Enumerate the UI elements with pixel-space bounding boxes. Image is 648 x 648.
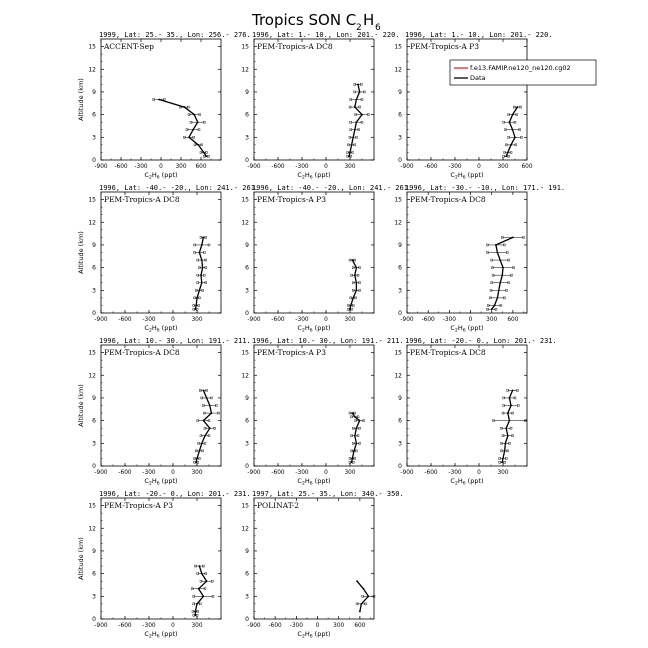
x-tick-label: -300 [448,164,462,170]
panel-header: 1999, Lat: 25.- 35., Lon: 256.- 276. [99,31,251,39]
data-profile-line [502,390,512,462]
y-tick-label: 3 [398,440,402,448]
data-point [491,308,493,310]
data-point [356,99,358,101]
data-point [510,405,512,407]
y-tick-label: 15 [88,43,96,51]
x-tick-label: 0 [171,317,175,323]
y-tick-label: 3 [92,440,96,448]
data-point [494,305,496,307]
plot-frame [254,345,374,466]
data-point [502,458,504,460]
data-point [499,259,501,261]
y-tick-label: 0 [245,310,249,317]
y-tick-label: 15 [88,502,96,510]
error-bars [486,236,524,310]
x-tick-label: 0 [171,623,175,629]
y-tick-label: 0 [245,463,249,470]
y-tick-label: 12 [241,66,249,74]
y-tick-label: 9 [92,394,96,402]
x-tick-label: -600 [268,623,282,629]
data-point [501,274,503,276]
x-tick-label: -600 [114,164,128,170]
campaign-label: PEM-Tropics-A P3 [104,501,173,510]
campaign-label: POLINAT-2 [257,501,300,510]
x-tick-label: -600 [118,317,132,323]
x-tick-label: -900 [247,164,261,170]
data-point [348,155,350,157]
data-point [199,252,201,254]
data-point [510,144,512,146]
x-tick-label: 300 [191,623,203,629]
data-point [195,611,197,613]
legend-model-label: f.e13.FAMIP.ne120_ne120.cg02 [470,64,571,72]
y-tick-label: 6 [92,570,96,578]
data-point [196,297,198,299]
x-tick-label: 0 [324,164,328,170]
panel-9 [394,337,556,487]
data-profile-line [159,100,206,157]
data-point [188,136,190,138]
x-tick-label: 600 [354,623,366,629]
legend [450,60,596,85]
campaign-label: PEM-Tropics-A P3 [257,348,326,357]
x-tick-label: 300 [191,317,203,323]
campaign-label: PEM-Tropics-A P3 [257,195,326,204]
panel-3 [394,31,596,181]
plot-frame [407,39,527,160]
panel-8 [241,337,403,487]
y-tick-label: 12 [88,372,96,380]
data-point [209,427,211,429]
y-tick-label: 12 [241,372,249,380]
campaign-label: ACCENT-Sep [104,42,154,51]
x-tick-label: -600 [421,317,435,323]
y-tick-label: 9 [92,241,96,249]
data-point [195,308,197,310]
data-point [205,155,207,157]
y-tick-label: 0 [245,616,249,623]
data-point [359,420,361,422]
data-point [504,450,506,452]
data-point [195,305,197,307]
x-tick-label: -300 [448,470,462,476]
data-point [183,106,185,108]
data-point [352,458,354,460]
y-axis-label: Altitude (km) [77,537,85,580]
y-tick-label: 15 [394,349,402,357]
data-profile-line [492,237,513,309]
x-tick-label: 600 [507,317,519,323]
data-point [512,129,514,131]
y-tick-label: 12 [394,66,402,74]
title-sub1: 2 [356,23,362,33]
y-tick-label: 12 [88,219,96,227]
data-point [201,244,203,246]
y-tick-label: 12 [241,525,249,533]
data-point [206,397,208,399]
data-point [351,461,353,463]
data-point [203,389,205,391]
data-point [496,252,498,254]
y-tick-label: 3 [92,287,96,295]
data-point [360,603,362,605]
y-tick-label: 0 [398,310,402,317]
data-point [354,435,356,437]
panel-header: 1996, Lat: -20.- 0., Lon: 201.- 231. [405,337,557,345]
data-point [209,405,211,407]
x-tick-label: -900 [247,470,261,476]
data-point [204,435,206,437]
data-point [517,106,519,108]
y-tick-label: 3 [245,287,249,295]
y-tick-label: 15 [88,196,96,204]
x-tick-label: -900 [400,317,414,323]
x-tick-label: -600 [424,164,438,170]
x-tick-label: 0 [171,470,175,476]
data-point [203,595,205,597]
data-point [354,274,356,276]
data-point [501,461,503,463]
y-tick-label: 6 [92,264,96,272]
legend-data-label: Data [470,74,486,82]
data-point [353,450,355,452]
y-tick-label: 9 [245,394,249,402]
x-tick-label: 600 [195,164,207,170]
y-tick-label: 12 [88,525,96,533]
data-point [356,427,358,429]
x-tick-label: 300 [191,470,203,476]
data-point [350,305,352,307]
panel-6 [394,184,565,334]
data-point [496,297,498,299]
y-axis-label: Altitude (km) [77,78,85,121]
data-point [197,144,199,146]
panel-header: 1996, Lat: 1.- 10., Lon: 201.- 220. [252,31,400,39]
panel-header: 1996, Lat: -30.- -10., Lon: 171.- 191. [405,184,566,192]
data-point [498,289,500,291]
y-tick-label: 3 [398,287,402,295]
x-tick-label: -600 [424,470,438,476]
x-axis-label: $C_2H_6$ (ppt) [450,171,484,181]
x-tick-label: -900 [400,164,414,170]
data-point [201,442,203,444]
y-tick-label: 3 [245,440,249,448]
x-tick-label: -300 [295,317,309,323]
x-tick-label: -900 [94,164,108,170]
data-point [351,144,353,146]
data-point [199,565,201,567]
x-tick-label: -300 [289,623,303,629]
panel-header: 1996, Lat: -20.- 0., Lon: 201.- 231. [99,490,251,498]
x-tick-label: -300 [295,470,309,476]
panels [77,31,596,640]
y-axis-label: Altitude (km) [77,231,85,274]
data-point [352,297,354,299]
data-point [512,236,514,238]
data-point [193,114,195,116]
campaign-label: PEM-Tropics-A DC8 [410,348,486,357]
x-tick-label: 0 [159,164,163,170]
data-point [357,83,359,85]
y-axis-label: Altitude (km) [77,384,85,427]
data-point [356,121,358,123]
x-tick-label: -900 [247,623,261,629]
data-point [509,397,511,399]
data-point [199,289,201,291]
x-tick-label: -300 [142,623,156,629]
data-point [201,282,203,284]
x-tick-label: -900 [94,470,108,476]
panel-header: 1996, Lat: -40.- -20., Lon: 241.- 261. [252,184,413,192]
data-point [197,121,199,123]
x-tick-label: 0 [315,623,320,629]
x-axis-label: $C_2H_6$ (ppt) [144,477,178,487]
panel-2 [241,31,399,181]
y-tick-label: 9 [398,241,402,249]
y-tick-label: 6 [245,570,249,578]
y-tick-label: 6 [245,111,249,119]
y-tick-label: 15 [88,349,96,357]
y-tick-label: 15 [394,196,402,204]
y-tick-label: 6 [398,111,402,119]
y-tick-label: 9 [245,547,249,555]
x-tick-label: 600 [521,164,533,170]
panel-header: 1996, Lat: 10.- 30., Lon: 191.- 211. [99,337,251,345]
title-main: Tropics SON C [252,11,357,29]
data-point [367,595,369,597]
x-tick-label: -300 [442,317,456,323]
y-tick-label: 15 [241,43,249,51]
x-tick-label: -300 [295,164,309,170]
data-point [356,289,358,291]
y-tick-label: 15 [241,502,249,510]
y-tick-label: 6 [398,264,402,272]
y-tick-label: 3 [245,593,249,601]
data-point [363,588,365,590]
y-tick-label: 3 [398,134,402,142]
data-point [507,412,509,414]
plot-frame [254,498,374,619]
x-tick-label: -300 [142,470,156,476]
data-point [192,129,194,131]
y-tick-label: 0 [398,463,402,470]
data-point [158,99,160,101]
data-point [196,458,198,460]
data-point [356,267,358,269]
data-point [354,129,356,131]
x-tick-label: 300 [497,164,509,170]
x-tick-label: 0 [477,164,481,170]
data-point [203,152,205,154]
data-point [352,259,354,261]
panel-header: 1996, Lat: -40.- -20., Lon: 241.- 261. [99,184,260,192]
x-tick-label: 300 [344,470,356,476]
y-tick-label: 0 [245,157,249,164]
y-tick-label: 12 [394,372,402,380]
plot-frame [254,192,374,313]
panel-header: 1997, Lat: 25.- 35., Lon: 340.- 350. [252,490,404,498]
data-point [354,106,356,108]
y-tick-label: 9 [398,394,402,402]
data-point [495,244,497,246]
data-point [359,611,361,613]
x-tick-label: -900 [94,317,108,323]
y-tick-label: 6 [398,417,402,425]
y-tick-label: 0 [92,616,96,623]
data-point [198,588,200,590]
data-point [507,152,509,154]
data-point [499,282,501,284]
data-point [202,267,204,269]
x-tick-label: 300 [333,623,345,629]
y-tick-label: 15 [241,196,249,204]
data-point [509,420,511,422]
y-tick-label: 6 [245,264,249,272]
x-tick-label: 300 [344,317,356,323]
y-tick-label: 3 [92,593,96,601]
panel-header: 1996, Lat: 1.- 10., Lon: 201.- 220. [405,31,553,39]
data-point [514,136,516,138]
data-point [203,236,205,238]
data-point [505,155,507,157]
title-mid: H [363,11,375,29]
x-axis-label: $C_2H_6$ (ppt) [297,630,331,640]
campaign-label: PEM-Tropics-A P3 [410,42,479,51]
data-point [502,267,504,269]
error-bars [347,259,360,310]
y-tick-label: 6 [92,111,96,119]
data-point [356,580,358,582]
data-point [356,442,358,444]
title-sub2: 6 [375,23,381,33]
campaign-label: PEM-Tropics-A DC8 [104,195,180,204]
panel-5 [241,184,412,334]
data-point [196,603,198,605]
x-axis-label: $C_2H_6$ (ppt) [450,477,484,487]
y-tick-label: 12 [394,219,402,227]
panel-10 [77,490,251,640]
data-point [199,450,201,452]
error-bars [194,389,220,463]
x-axis-label: $C_2H_6$ (ppt) [297,477,331,487]
data-point [507,435,509,437]
plot-frame [101,345,221,466]
x-tick-label: 0 [324,470,328,476]
x-tick-label: -600 [271,317,285,323]
panel-1 [77,31,251,181]
x-tick-label: -300 [142,317,156,323]
x-axis-label: $C_2H_6$ (ppt) [297,324,331,334]
data-point [359,91,361,93]
panel-7 [77,337,251,487]
panel-4 [77,184,259,334]
x-axis-label: $C_2H_6$ (ppt) [144,324,178,334]
panel-header: 1996, Lat: 10.- 30., Lon: 191.- 211. [252,337,404,345]
x-tick-label: -600 [118,470,132,476]
y-tick-label: 6 [245,417,249,425]
data-point [356,282,358,284]
y-tick-label: 15 [394,43,402,51]
x-tick-label: 300 [486,317,498,323]
y-tick-label: 9 [92,547,96,555]
data-point [201,573,203,575]
y-tick-label: 0 [92,463,96,470]
x-tick-label: -900 [247,317,261,323]
x-tick-label: -600 [118,623,132,629]
campaign-label: PEM-Tropics-A DC8 [104,348,180,357]
y-tick-label: 12 [241,219,249,227]
data-point [349,152,351,154]
campaign-label: PEM-Tropics-A DC8 [410,195,486,204]
y-tick-label: 3 [92,134,96,142]
y-tick-label: 0 [92,157,96,164]
x-tick-label: -300 [134,164,148,170]
y-tick-label: 9 [245,241,249,249]
x-axis-label: $C_2H_6$ (ppt) [144,171,178,181]
x-tick-label: 300 [344,164,356,170]
plot-frame [407,192,527,313]
x-tick-label: -900 [400,470,414,476]
data-point [505,427,507,429]
data-point [349,308,351,310]
data-point [200,274,202,276]
data-point [512,114,514,116]
data-point [195,461,197,463]
y-tick-label: 9 [92,88,96,96]
x-axis-label: $C_2H_6$ (ppt) [450,324,484,334]
plot-frame [101,498,221,619]
data-point [211,412,213,414]
x-tick-label: 300 [497,470,509,476]
error-bars [191,565,214,616]
figure-title [251,11,381,33]
data-point [361,114,363,116]
x-tick-label: 0 [324,317,328,323]
data-point [505,442,507,444]
y-tick-label: 9 [245,88,249,96]
x-tick-label: -600 [271,470,285,476]
data-point [352,136,354,138]
data-point [509,121,511,123]
x-tick-label: -600 [271,164,285,170]
x-tick-label: -900 [94,623,108,629]
data-point [201,259,203,261]
x-tick-label: 300 [175,164,187,170]
panel-11 [241,490,403,640]
y-tick-label: 6 [92,417,96,425]
data-point [512,389,514,391]
y-tick-label: 0 [92,310,96,317]
y-tick-label: 3 [245,134,249,142]
y-tick-label: 15 [241,349,249,357]
x-axis-label: $C_2H_6$ (ppt) [297,171,331,181]
data-point [352,412,354,414]
y-tick-label: 9 [398,88,402,96]
data-point [203,420,205,422]
x-axis-label: $C_2H_6$ (ppt) [144,630,178,640]
x-tick-label: 0 [468,317,473,323]
y-tick-label: 0 [398,157,402,164]
data-point [206,580,208,582]
y-tick-label: 12 [88,66,96,74]
data-point [354,416,356,418]
x-tick-label: 0 [477,470,481,476]
error-bars [349,412,365,463]
data-point [195,614,197,616]
campaign-label: PEM-Tropics-A DC8 [257,42,333,51]
